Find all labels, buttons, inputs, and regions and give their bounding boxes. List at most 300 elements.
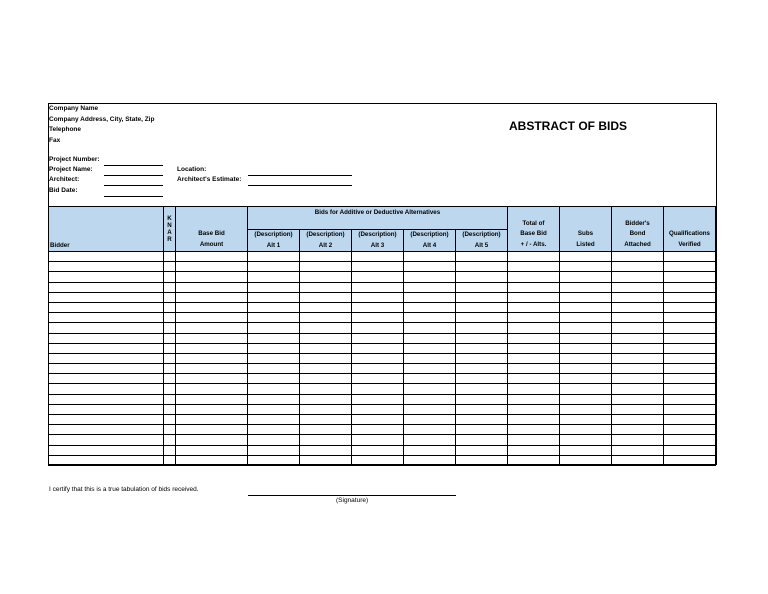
location-field[interactable]: [248, 175, 352, 176]
table-cell[interactable]: [612, 353, 664, 363]
architects-estimate-label: Architect's Estimate:: [177, 176, 242, 183]
table-cell[interactable]: [176, 415, 248, 425]
table-cell[interactable]: [352, 445, 404, 455]
table-cell[interactable]: [352, 313, 404, 323]
table-cell[interactable]: [508, 435, 560, 445]
table-cell[interactable]: [300, 455, 352, 465]
table-cell[interactable]: [456, 404, 508, 414]
table-cell[interactable]: [176, 343, 248, 353]
table-cell[interactable]: [456, 292, 508, 302]
table-cell[interactable]: [404, 313, 456, 323]
table-cell[interactable]: [49, 292, 164, 302]
table-cell[interactable]: [508, 384, 560, 394]
table-cell[interactable]: [248, 313, 300, 323]
table-cell[interactable]: [404, 323, 456, 333]
table-cell[interactable]: [49, 394, 164, 404]
table-cell[interactable]: [612, 343, 664, 353]
table-cell[interactable]: [300, 394, 352, 404]
table-cell[interactable]: [300, 282, 352, 292]
table-cell[interactable]: [248, 323, 300, 333]
project-name-field[interactable]: [104, 175, 163, 176]
table-cell[interactable]: [404, 445, 456, 455]
subs-line: Listed: [576, 240, 595, 248]
table-cell[interactable]: [456, 374, 508, 384]
table-cell[interactable]: [176, 333, 248, 343]
table-row: [49, 333, 716, 343]
table-cell[interactable]: [164, 252, 176, 262]
table-cell[interactable]: [456, 282, 508, 292]
table-cell[interactable]: [49, 252, 164, 262]
table-cell[interactable]: [664, 364, 716, 374]
table-cell[interactable]: [612, 364, 664, 374]
table-cell[interactable]: [404, 262, 456, 272]
alt-label: Alt 4: [422, 241, 437, 249]
table-row: [49, 353, 716, 363]
table-cell[interactable]: [352, 384, 404, 394]
table-cell[interactable]: [508, 374, 560, 384]
table-cell[interactable]: [508, 313, 560, 323]
table-cell[interactable]: [248, 262, 300, 272]
table-cell[interactable]: [300, 353, 352, 363]
table-cell[interactable]: [560, 455, 612, 465]
table-cell[interactable]: [560, 292, 612, 302]
table-cell[interactable]: [612, 252, 664, 262]
table-cell[interactable]: [352, 435, 404, 445]
table-cell[interactable]: [612, 404, 664, 414]
table-cell[interactable]: [164, 384, 176, 394]
table-cell[interactable]: [164, 404, 176, 414]
table-row: [49, 415, 716, 425]
table-cell[interactable]: [352, 262, 404, 272]
table-cell[interactable]: [664, 425, 716, 435]
table-cell[interactable]: [612, 415, 664, 425]
table-cell[interactable]: [404, 384, 456, 394]
table-cell[interactable]: [248, 272, 300, 282]
table-cell[interactable]: [508, 333, 560, 343]
base-bid-header: [176, 207, 248, 252]
table-cell[interactable]: [248, 353, 300, 363]
alt-desc: (Description): [358, 231, 397, 238]
table-row: [49, 394, 716, 404]
table-cell[interactable]: [612, 374, 664, 384]
table-cell[interactable]: [352, 394, 404, 404]
table-cell[interactable]: [164, 415, 176, 425]
table-cell[interactable]: [664, 384, 716, 394]
table-cell[interactable]: [560, 302, 612, 312]
table-cell[interactable]: [404, 425, 456, 435]
table-cell[interactable]: [352, 353, 404, 363]
bond-line: Attached: [624, 240, 651, 248]
table-cell[interactable]: [508, 364, 560, 374]
table-cell[interactable]: [456, 353, 508, 363]
table-cell[interactable]: [456, 425, 508, 435]
table-cell[interactable]: [404, 353, 456, 363]
table-cell[interactable]: [164, 343, 176, 353]
table-cell[interactable]: [612, 292, 664, 302]
table-cell[interactable]: [456, 394, 508, 404]
table-cell[interactable]: [508, 282, 560, 292]
table-cell[interactable]: [49, 445, 164, 455]
table-cell[interactable]: [664, 302, 716, 312]
table-cell[interactable]: [560, 323, 612, 333]
table-cell[interactable]: [664, 343, 716, 353]
table-row: [49, 313, 716, 323]
table-cell[interactable]: [508, 353, 560, 363]
table-cell[interactable]: [508, 415, 560, 425]
certify-text: I certify that this is a true tabulation of bids received.: [49, 486, 199, 493]
table-cell[interactable]: [508, 252, 560, 262]
table-cell[interactable]: [49, 313, 164, 323]
table-cell[interactable]: [248, 364, 300, 374]
table-cell[interactable]: [508, 455, 560, 465]
table-cell[interactable]: [300, 333, 352, 343]
table-cell[interactable]: [248, 384, 300, 394]
table-cell[interactable]: [49, 333, 164, 343]
table-cell[interactable]: [560, 445, 612, 455]
table-cell[interactable]: [404, 374, 456, 384]
table-cell[interactable]: [248, 343, 300, 353]
table-cell[interactable]: [456, 272, 508, 282]
table-cell[interactable]: [508, 262, 560, 272]
table-cell[interactable]: [612, 302, 664, 312]
table-row: [49, 302, 716, 312]
bond-header: [612, 207, 664, 252]
table-cell[interactable]: [404, 272, 456, 282]
table-cell[interactable]: [164, 455, 176, 465]
table-cell[interactable]: [664, 404, 716, 414]
table-cell[interactable]: [456, 333, 508, 343]
table-cell[interactable]: [404, 415, 456, 425]
alt-2-header: [300, 230, 352, 252]
table-cell[interactable]: [300, 364, 352, 374]
table-cell[interactable]: [300, 343, 352, 353]
table-cell[interactable]: [508, 302, 560, 312]
table-cell[interactable]: [176, 374, 248, 384]
table-cell[interactable]: [176, 313, 248, 323]
table-cell[interactable]: [248, 415, 300, 425]
table-cell[interactable]: [176, 262, 248, 272]
table-cell[interactable]: [508, 425, 560, 435]
table-cell[interactable]: [164, 282, 176, 292]
table-cell[interactable]: [352, 272, 404, 282]
table-cell[interactable]: [560, 282, 612, 292]
table-cell[interactable]: [164, 425, 176, 435]
table-cell[interactable]: [560, 333, 612, 343]
table-cell[interactable]: [508, 343, 560, 353]
table-cell[interactable]: [176, 425, 248, 435]
table-cell[interactable]: [560, 425, 612, 435]
table-row: [49, 323, 716, 333]
table-cell[interactable]: [404, 292, 456, 302]
table-cell[interactable]: [248, 374, 300, 384]
table-cell[interactable]: [560, 415, 612, 425]
table-cell[interactable]: [176, 282, 248, 292]
table-cell[interactable]: [164, 262, 176, 272]
table-cell[interactable]: [300, 302, 352, 312]
signature-label: (Signature): [336, 497, 369, 504]
table-cell[interactable]: [248, 435, 300, 445]
table-cell[interactable]: [404, 394, 456, 404]
table-cell[interactable]: [49, 272, 164, 282]
table-cell[interactable]: [664, 262, 716, 272]
subs-header: [560, 207, 612, 252]
table-cell[interactable]: [49, 323, 164, 333]
table-cell[interactable]: [300, 252, 352, 262]
table-cell[interactable]: [176, 272, 248, 282]
table-cell[interactable]: [176, 445, 248, 455]
table-row: [49, 364, 716, 374]
table-cell[interactable]: [49, 262, 164, 272]
table-cell[interactable]: [176, 302, 248, 312]
table-cell[interactable]: [49, 353, 164, 363]
table-cell[interactable]: [612, 282, 664, 292]
table-cell[interactable]: [456, 262, 508, 272]
table-cell[interactable]: [664, 435, 716, 445]
table-cell[interactable]: [164, 374, 176, 384]
table-cell[interactable]: [300, 384, 352, 394]
table-cell[interactable]: [560, 252, 612, 262]
table-cell[interactable]: [49, 374, 164, 384]
table-cell[interactable]: [352, 282, 404, 292]
table-cell[interactable]: [176, 252, 248, 262]
table-cell[interactable]: [560, 374, 612, 384]
table-cell[interactable]: [248, 292, 300, 302]
table-cell[interactable]: [176, 394, 248, 404]
table-cell[interactable]: [49, 455, 164, 465]
table-cell[interactable]: [664, 353, 716, 363]
table-cell[interactable]: [176, 455, 248, 465]
table-cell[interactable]: [176, 384, 248, 394]
rank-letter: A: [167, 229, 172, 236]
table-cell[interactable]: [300, 425, 352, 435]
table-cell[interactable]: [248, 425, 300, 435]
table-cell[interactable]: [300, 374, 352, 384]
table-cell[interactable]: [456, 364, 508, 374]
total-line: Total of: [522, 219, 545, 227]
bidder-header: Bidder: [49, 207, 164, 252]
table-cell[interactable]: [352, 252, 404, 262]
total-line: + / - Alts.: [520, 240, 547, 248]
table-cell[interactable]: [560, 404, 612, 414]
table-cell[interactable]: [612, 394, 664, 404]
table-cell[interactable]: [164, 333, 176, 343]
table-cell[interactable]: [248, 455, 300, 465]
table-cell[interactable]: [456, 384, 508, 394]
alt-5-header: [456, 230, 508, 252]
table-cell[interactable]: [300, 292, 352, 302]
table-cell[interactable]: [404, 282, 456, 292]
table-cell[interactable]: [664, 313, 716, 323]
table-cell[interactable]: [49, 425, 164, 435]
table-cell[interactable]: [404, 333, 456, 343]
company-block: [49, 104, 154, 146]
table-cell[interactable]: [612, 445, 664, 455]
table-cell[interactable]: [352, 292, 404, 302]
table-cell[interactable]: [404, 343, 456, 353]
table-row: [49, 425, 716, 435]
project-number-label: Project Number:: [49, 156, 100, 163]
table-cell[interactable]: [404, 455, 456, 465]
table-cell[interactable]: [352, 415, 404, 425]
table-cell[interactable]: [164, 353, 176, 363]
header-row-1: [49, 207, 716, 230]
table-cell[interactable]: [508, 292, 560, 302]
table-cell[interactable]: [164, 302, 176, 312]
table-cell[interactable]: [664, 374, 716, 384]
table-cell[interactable]: [664, 282, 716, 292]
table-cell[interactable]: [352, 323, 404, 333]
table-cell[interactable]: [352, 364, 404, 374]
table-row: [49, 272, 716, 282]
table-cell[interactable]: [456, 435, 508, 445]
bid-date-field[interactable]: [104, 196, 163, 197]
table-cell[interactable]: [456, 323, 508, 333]
table-cell[interactable]: [612, 262, 664, 272]
table-cell[interactable]: [164, 445, 176, 455]
table-cell[interactable]: [456, 313, 508, 323]
table-cell[interactable]: [560, 353, 612, 363]
table-cell[interactable]: [612, 435, 664, 445]
table-cell[interactable]: [352, 425, 404, 435]
table-cell[interactable]: [49, 343, 164, 353]
architects-estimate-field[interactable]: [248, 185, 352, 186]
table-cell[interactable]: [49, 364, 164, 374]
table-cell[interactable]: [456, 415, 508, 425]
table-cell[interactable]: [164, 435, 176, 445]
table-cell[interactable]: [300, 262, 352, 272]
table-cell[interactable]: [508, 323, 560, 333]
table-cell[interactable]: [612, 425, 664, 435]
table-cell[interactable]: [164, 323, 176, 333]
architect-label: Architect:: [49, 176, 80, 183]
table-cell[interactable]: [508, 272, 560, 282]
alt-label: Alt 3: [370, 241, 385, 249]
table-cell[interactable]: [456, 455, 508, 465]
table-cell[interactable]: [664, 445, 716, 455]
total-line: Base Bid: [520, 230, 547, 237]
table-cell[interactable]: [508, 404, 560, 414]
table-cell[interactable]: [456, 445, 508, 455]
table-cell[interactable]: [49, 302, 164, 312]
table-cell[interactable]: [664, 323, 716, 333]
table-row: [49, 445, 716, 455]
table-cell[interactable]: [164, 272, 176, 282]
table-cell[interactable]: [164, 394, 176, 404]
table-cell[interactable]: [49, 282, 164, 292]
table-cell[interactable]: [456, 302, 508, 312]
project-number-field[interactable]: [104, 165, 163, 166]
table-cell[interactable]: [560, 313, 612, 323]
alt-desc: (Description): [306, 231, 345, 238]
table-cell[interactable]: [248, 445, 300, 455]
table-cell[interactable]: [456, 343, 508, 353]
table-cell[interactable]: [164, 292, 176, 302]
table-cell[interactable]: [164, 364, 176, 374]
table-cell[interactable]: [352, 333, 404, 343]
table-cell[interactable]: [404, 252, 456, 262]
alt-label: Alt 1: [266, 241, 281, 249]
table-cell[interactable]: [404, 364, 456, 374]
table-cell[interactable]: [404, 302, 456, 312]
table-cell[interactable]: [248, 302, 300, 312]
table-cell[interactable]: [352, 404, 404, 414]
table-cell[interactable]: [664, 333, 716, 343]
table-cell[interactable]: [560, 394, 612, 404]
table-cell[interactable]: [664, 272, 716, 282]
table-cell[interactable]: [352, 374, 404, 384]
table-cell[interactable]: [612, 313, 664, 323]
architect-field[interactable]: [104, 185, 163, 186]
table-cell[interactable]: [612, 272, 664, 282]
table-cell[interactable]: [248, 282, 300, 292]
table-cell[interactable]: [176, 435, 248, 445]
bid-date-label: Bid Date:: [49, 187, 78, 194]
table-cell[interactable]: [176, 323, 248, 333]
table-cell[interactable]: [664, 252, 716, 262]
table-cell[interactable]: [300, 435, 352, 445]
table-cell[interactable]: [664, 394, 716, 404]
table-cell[interactable]: [508, 394, 560, 404]
table-cell[interactable]: [508, 445, 560, 455]
signature-line[interactable]: [248, 495, 456, 496]
table-cell[interactable]: [49, 435, 164, 445]
table-cell[interactable]: [248, 404, 300, 414]
table-cell[interactable]: [352, 455, 404, 465]
table-cell[interactable]: [404, 435, 456, 445]
qualifications-header: [664, 207, 716, 252]
rank-letter: K: [167, 215, 172, 222]
table-cell[interactable]: [248, 394, 300, 404]
table-cell[interactable]: [49, 384, 164, 394]
table-cell[interactable]: [176, 404, 248, 414]
table-cell[interactable]: [300, 404, 352, 414]
table-cell[interactable]: [49, 415, 164, 425]
table-cell[interactable]: [248, 333, 300, 343]
table-cell[interactable]: [664, 292, 716, 302]
rank-header: [164, 207, 176, 252]
table-cell[interactable]: [560, 343, 612, 353]
table-cell[interactable]: [456, 252, 508, 262]
table-cell[interactable]: [404, 404, 456, 414]
table-cell[interactable]: [560, 262, 612, 272]
table-cell[interactable]: [300, 415, 352, 425]
alt-3-header: [352, 230, 404, 252]
table-cell[interactable]: [560, 435, 612, 445]
table-cell[interactable]: [560, 272, 612, 282]
table-cell[interactable]: [612, 323, 664, 333]
table-cell[interactable]: [300, 313, 352, 323]
table-cell[interactable]: [612, 333, 664, 343]
table-cell[interactable]: [612, 384, 664, 394]
table-cell[interactable]: [164, 313, 176, 323]
table-cell[interactable]: [352, 343, 404, 353]
table-cell[interactable]: [300, 445, 352, 455]
table-cell[interactable]: [176, 353, 248, 363]
table-cell[interactable]: [248, 252, 300, 262]
table-cell[interactable]: [300, 272, 352, 282]
table-cell[interactable]: [300, 323, 352, 333]
table-cell[interactable]: [49, 404, 164, 414]
table-cell[interactable]: [352, 302, 404, 312]
table-cell[interactable]: [560, 364, 612, 374]
table-cell[interactable]: [664, 455, 716, 465]
table-cell[interactable]: [612, 455, 664, 465]
table-cell[interactable]: [176, 292, 248, 302]
alt-desc: (Description): [462, 231, 501, 238]
table-cell[interactable]: [560, 384, 612, 394]
table-cell[interactable]: [664, 415, 716, 425]
table-cell[interactable]: [176, 364, 248, 374]
